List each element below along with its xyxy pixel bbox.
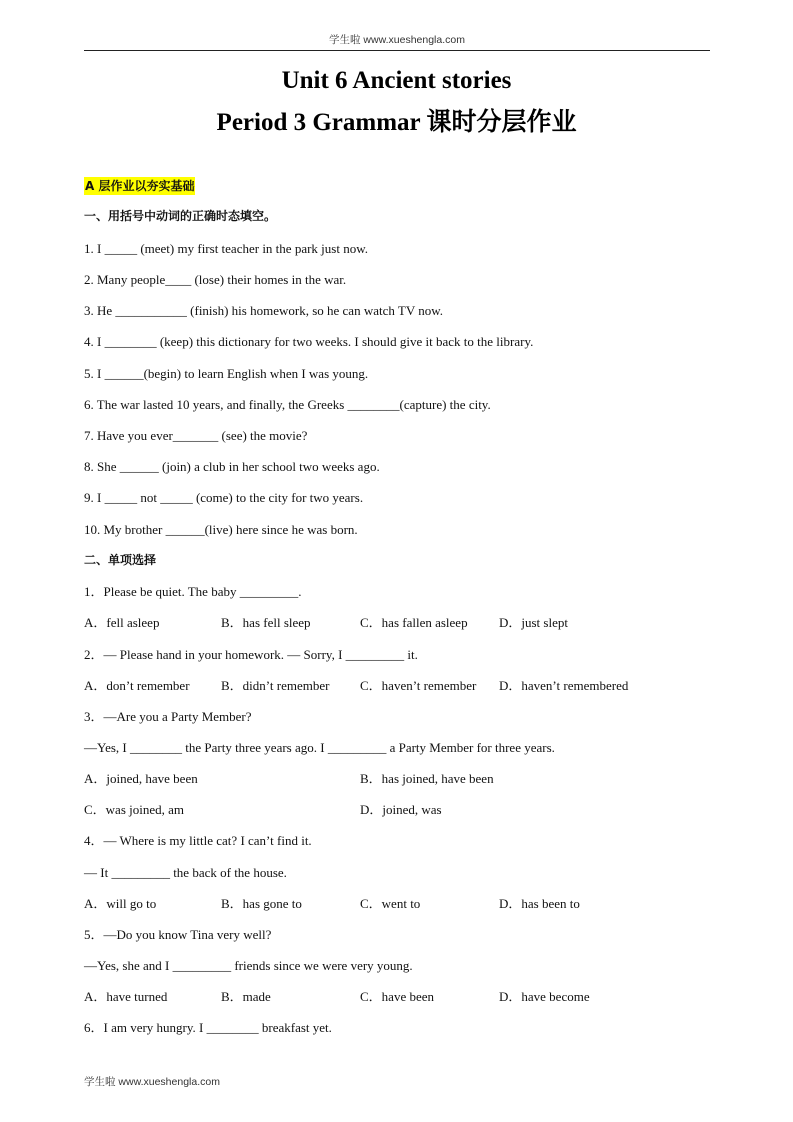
q4-option-b: B．has gone to xyxy=(221,896,302,911)
fill-item: 8. She ______ (join) a club in her school two weeks ago. xyxy=(84,459,380,474)
q1-option-d: D．just slept xyxy=(499,615,568,630)
question-5-stem-2: —Yes, she and I _________ friends since we were very young. xyxy=(84,958,413,973)
section-a-label-row xyxy=(84,177,195,195)
fill-item: 5. I ______(begin) to learn English when I was young. xyxy=(84,366,369,381)
period-title: Period 3 Grammar 课时分层作业 xyxy=(216,109,577,136)
fill-item: 3. He ___________ (finish) his homework, so he can watch TV now. xyxy=(84,303,444,318)
fill-item: 6. The war lasted 10 years, and finally, the Greeks ________(capture) the city. xyxy=(84,397,491,412)
fill-item: 7. Have you ever_______ (see) the movie? xyxy=(84,428,308,443)
q3-option-d: D．joined, was xyxy=(360,802,442,817)
unit-title: Unit 6 Ancient stories xyxy=(281,67,512,94)
question-3-stem: 3．—Are you a Party Member? xyxy=(84,709,252,724)
part2-heading: 二、单项选择 xyxy=(84,553,157,567)
q5-option-b: B．made xyxy=(221,989,271,1004)
question-4-stem: 4．— Where is my little cat? I can’t find it. xyxy=(84,833,312,848)
question-3-stem-2: —Yes, I ________ the Party three years ago. I _________ a Party Member for three years. xyxy=(84,740,555,755)
q2-option-d: D．haven’t remembered xyxy=(499,678,629,693)
q2-option-c: C．haven’t remember xyxy=(360,678,477,693)
question-2-stem: 2．— Please hand in your homework. — Sorry, I _________ it. xyxy=(84,647,418,662)
page-footer: 学生啦 www.xueshengla.com xyxy=(84,1076,220,1088)
q1-option-b: B．has fell sleep xyxy=(221,615,311,630)
fill-item: 2. Many people____ (lose) their homes in the war. xyxy=(84,272,347,287)
question-6-stem: 6．I am very hungry. I ________ breakfast yet. xyxy=(84,1020,332,1035)
fill-item: 4. I ________ (keep) this dictionary for two weeks. I should give it back to the library. xyxy=(84,334,534,349)
question-1-stem: 1．Please be quiet. The baby _________. xyxy=(84,584,302,599)
section-a-label: A 层作业以夯实基础 xyxy=(85,179,195,193)
q5-option-d: D．have become xyxy=(499,989,590,1004)
q2-option-a: A．don’t remember xyxy=(84,678,190,693)
question-4-stem-2: — It _________ the back of the house. xyxy=(84,865,287,880)
question-5-stem: 5．—Do you know Tina very well? xyxy=(84,927,272,942)
fill-item: 10. My brother ______(live) here since he was born. xyxy=(84,522,358,537)
q2-option-b: B．didn’t remember xyxy=(221,678,330,693)
q4-option-a: A．will go to xyxy=(84,896,157,911)
q4-option-c: C．went to xyxy=(360,896,421,911)
q3-option-b: B．has joined, have been xyxy=(360,771,494,786)
q1-option-a: A．fell asleep xyxy=(84,615,160,630)
q3-option-c: C．was joined, am xyxy=(84,802,185,817)
page-header: 学生啦 www.xueshengla.com xyxy=(84,32,710,51)
fill-item: 9. I _____ not _____ (come) to the city for two years. xyxy=(84,490,364,505)
q3-option-a: A．joined, have been xyxy=(84,771,198,786)
q5-option-a: A．have turned xyxy=(84,989,168,1004)
part1-heading: 一、用括号中动词的正确时态填空。 xyxy=(84,209,277,223)
q4-option-d: D．has been to xyxy=(499,896,580,911)
q5-option-c: C．have been xyxy=(360,989,435,1004)
fill-item: 1. I _____ (meet) my first teacher in the park just now. xyxy=(84,241,368,256)
q1-option-c: C．has fallen asleep xyxy=(360,615,468,630)
